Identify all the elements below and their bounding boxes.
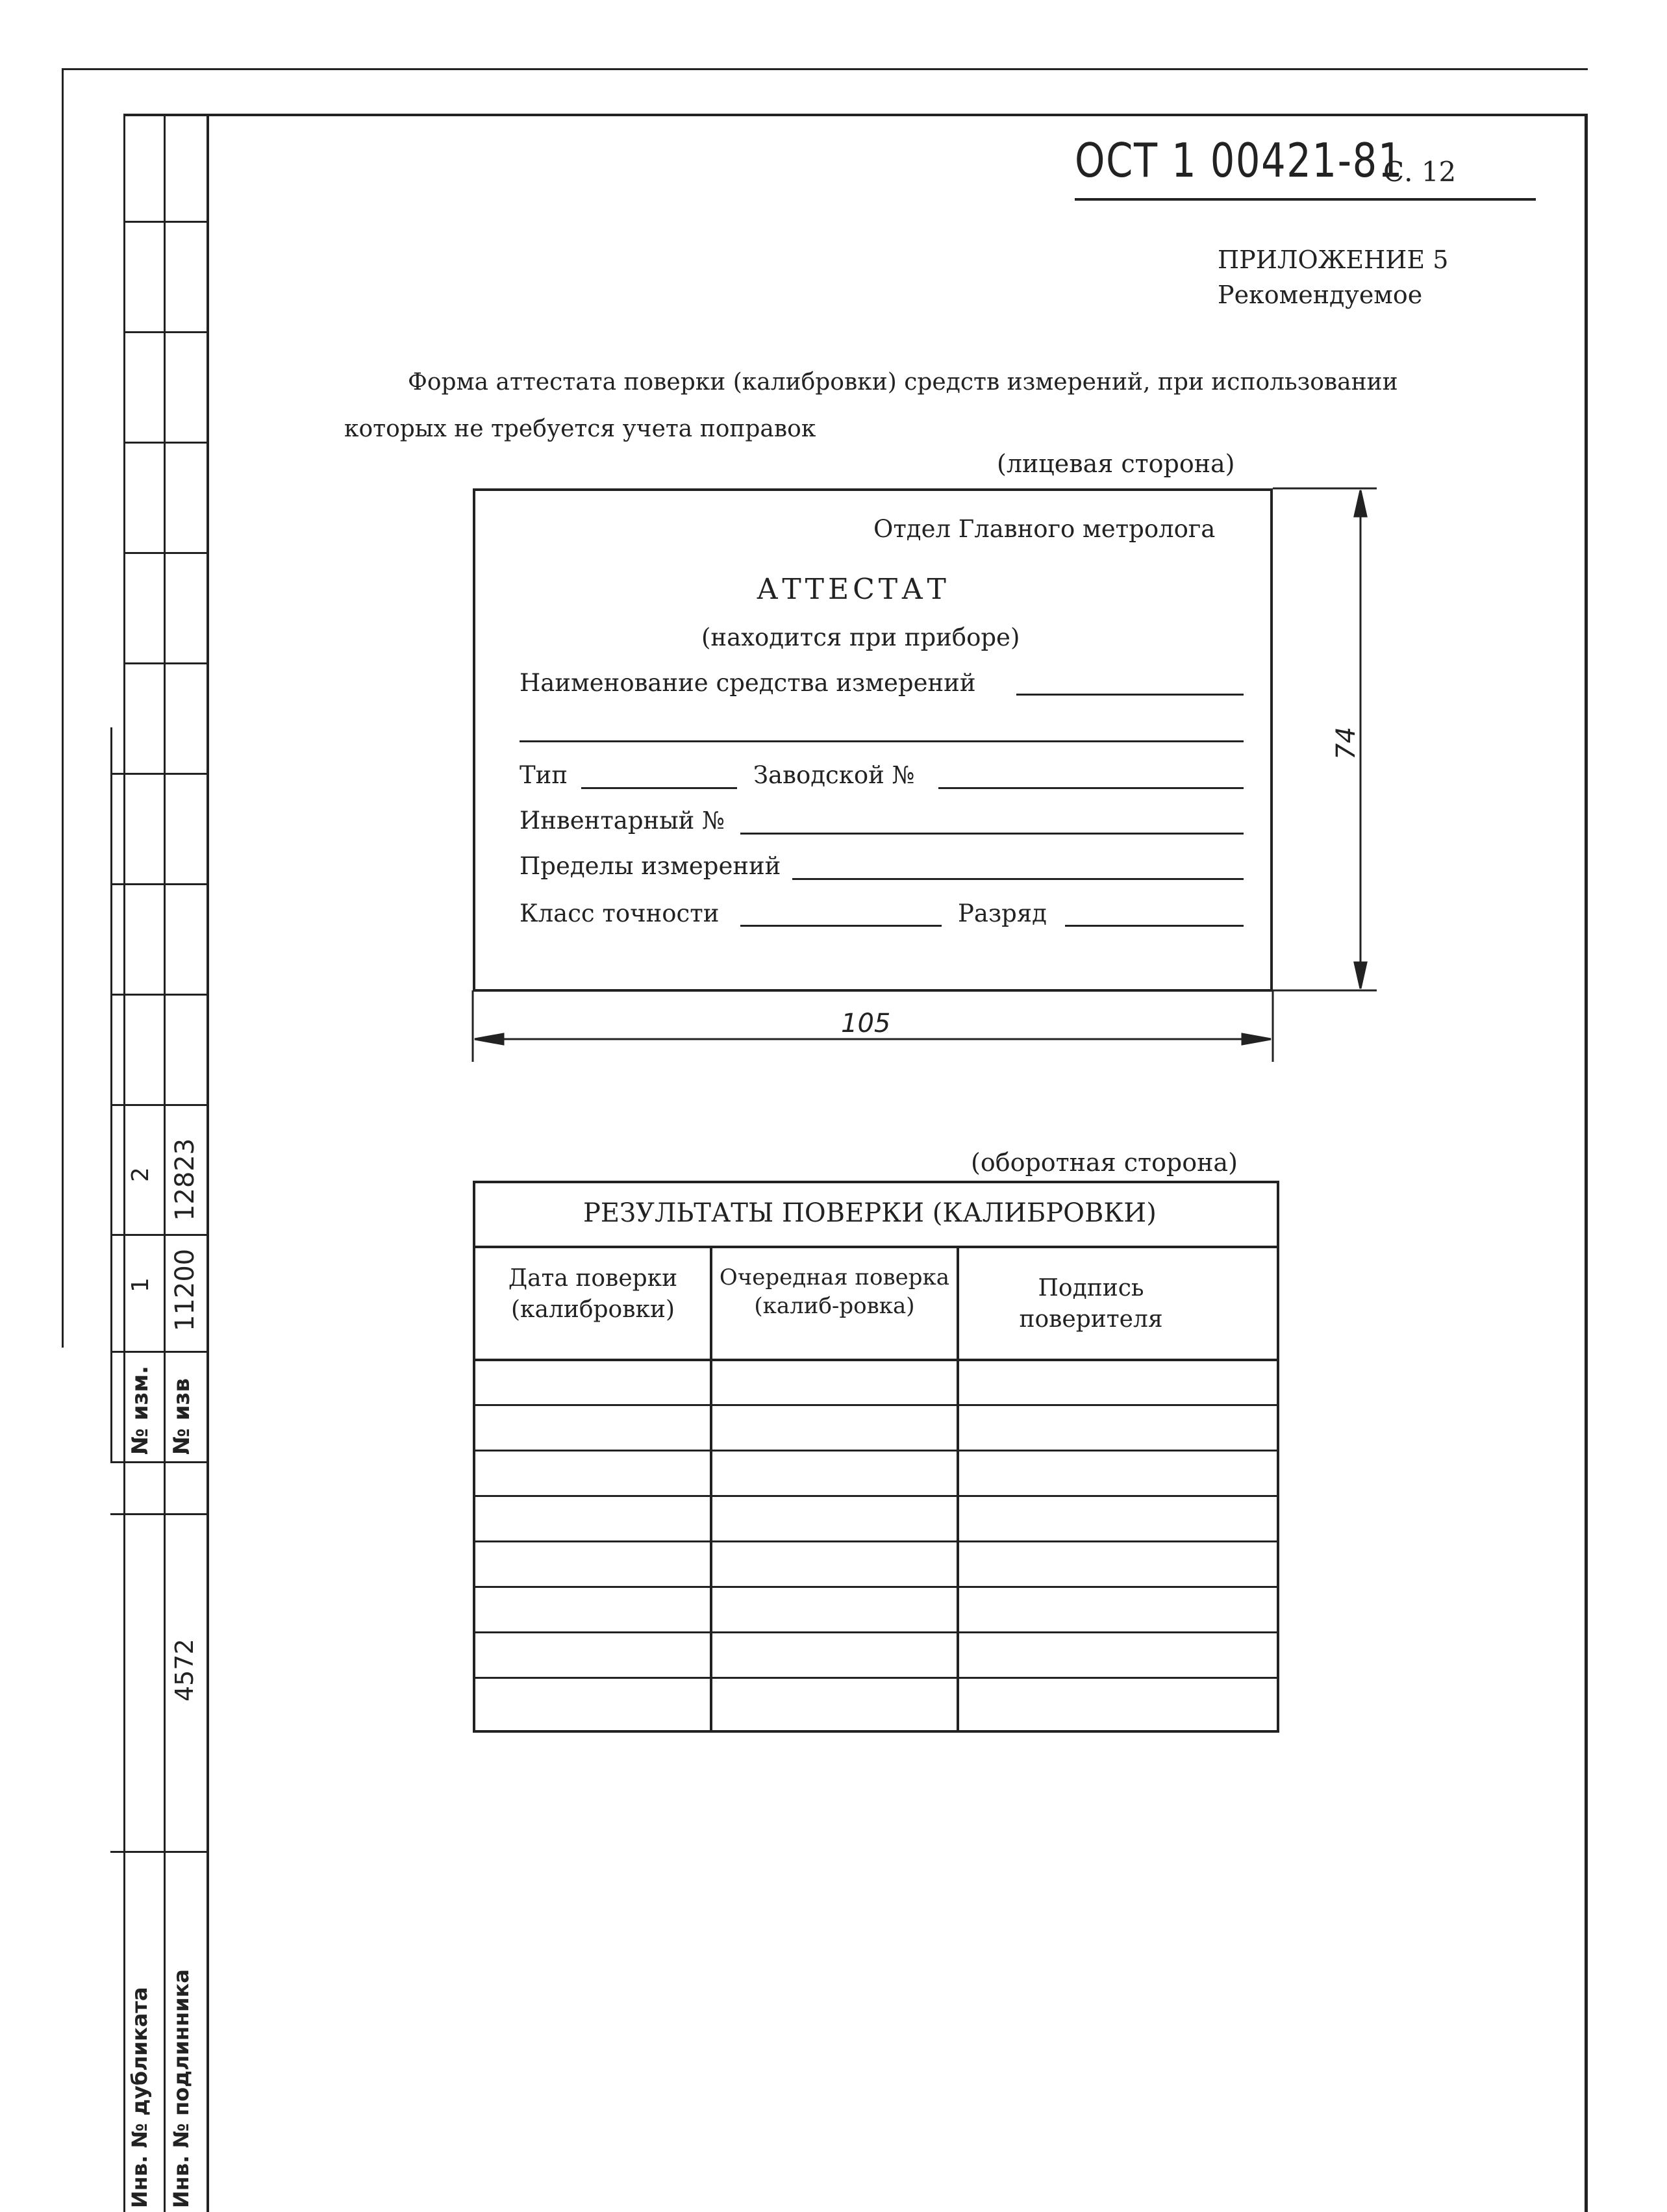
frame-top-inner	[123, 114, 1588, 116]
col-header-signature: Подпись поверителя	[1019, 1275, 1163, 1333]
table-row-line	[473, 1450, 1279, 1452]
field-class-label: Класс точности	[520, 899, 720, 927]
table-row-line	[473, 1359, 1279, 1361]
table-row-line	[473, 1404, 1279, 1406]
strip-row	[123, 331, 208, 333]
table-row-line	[473, 1586, 1279, 1588]
col-divider-2	[957, 1246, 959, 1733]
results-title: РЕЗУЛЬТАТЫ ПОВЕРКИ (КАЛИБРОВКИ)	[583, 1198, 1157, 1228]
certificate-title: АТТЕСТАТ	[757, 573, 950, 606]
back-side-label: (оборотная сторона)	[971, 1148, 1238, 1177]
appendix-status: Рекомендуемое	[1218, 281, 1423, 309]
strip-row	[110, 1351, 208, 1353]
dimension-height: 74	[1331, 727, 1361, 760]
table-row-line	[473, 1631, 1279, 1633]
strip-row	[110, 1851, 208, 1853]
orig-inv-label: Инв. № подлинника	[169, 1969, 194, 2208]
department: Отдел Главного метролога	[873, 515, 1216, 543]
frame-top-outer	[62, 68, 1588, 70]
strip-row	[123, 221, 208, 223]
strip-row	[110, 1461, 208, 1463]
strip-col-line-1	[123, 114, 125, 2212]
page-number: С. 12	[1383, 156, 1457, 188]
standard-number: ОСТ 1 00421-81	[1075, 133, 1404, 188]
orig-inv-value: 4572	[170, 1639, 199, 1702]
strip-row	[110, 1513, 208, 1515]
strip-row	[110, 994, 208, 996]
strip-row	[110, 1234, 208, 1236]
field-grade-label: Разряд	[958, 899, 1047, 927]
table-row-line	[473, 1495, 1279, 1497]
col-divider-1	[710, 1246, 712, 1733]
table-row-line	[473, 1677, 1279, 1679]
strip-row	[110, 773, 208, 775]
change-2: 2	[127, 1167, 154, 1182]
dimension-lines	[455, 481, 1396, 1065]
change-no-label: № изм.	[127, 1365, 153, 1455]
notice-2: 12823	[170, 1138, 200, 1221]
field-inventory-label: Инвентарный №	[520, 807, 725, 835]
frame-left-inner	[207, 114, 209, 2212]
strip-row	[123, 662, 208, 664]
change-1: 1	[127, 1277, 154, 1292]
appendix-title: ПРИЛОЖЕНИЕ 5	[1218, 245, 1449, 274]
intro-line-2: которых не требуется учета поправок	[344, 416, 816, 442]
dup-inv-label: Инв. № дубликата	[127, 1987, 152, 2208]
certificate-subtitle: (находится при приборе)	[701, 623, 1020, 651]
notice-1: 11200	[170, 1248, 200, 1331]
front-side-label: (лицевая сторона)	[997, 449, 1235, 478]
strip-row	[110, 1104, 208, 1106]
notice-no-label: № изв	[169, 1378, 195, 1455]
field-type-label: Тип	[520, 761, 568, 789]
field-limits-label: Пределы измерений	[520, 852, 781, 880]
col-header-date: Дата поверки (калибровки)	[508, 1265, 678, 1323]
field-name-label: Наименование средства измерений	[520, 669, 976, 697]
field-serial-label: Заводской №	[753, 761, 915, 789]
dimension-width: 105	[841, 1009, 891, 1038]
frame-left-outer	[62, 68, 64, 1348]
strip-row	[123, 552, 208, 554]
table-header-divider	[473, 1246, 1279, 1248]
strip-col-line-2	[164, 114, 166, 2212]
col-header-next: Очередная поверка (калиб-ровка)	[719, 1264, 950, 1319]
strip-row	[110, 883, 208, 885]
intro-line-1: Форма аттестата поверки (калибровки) средств измерений, при использовании	[408, 369, 1398, 396]
frame-right	[1585, 114, 1588, 2212]
table-row-line	[473, 1540, 1279, 1542]
header-underline	[1075, 198, 1536, 201]
strip-row	[123, 442, 208, 444]
